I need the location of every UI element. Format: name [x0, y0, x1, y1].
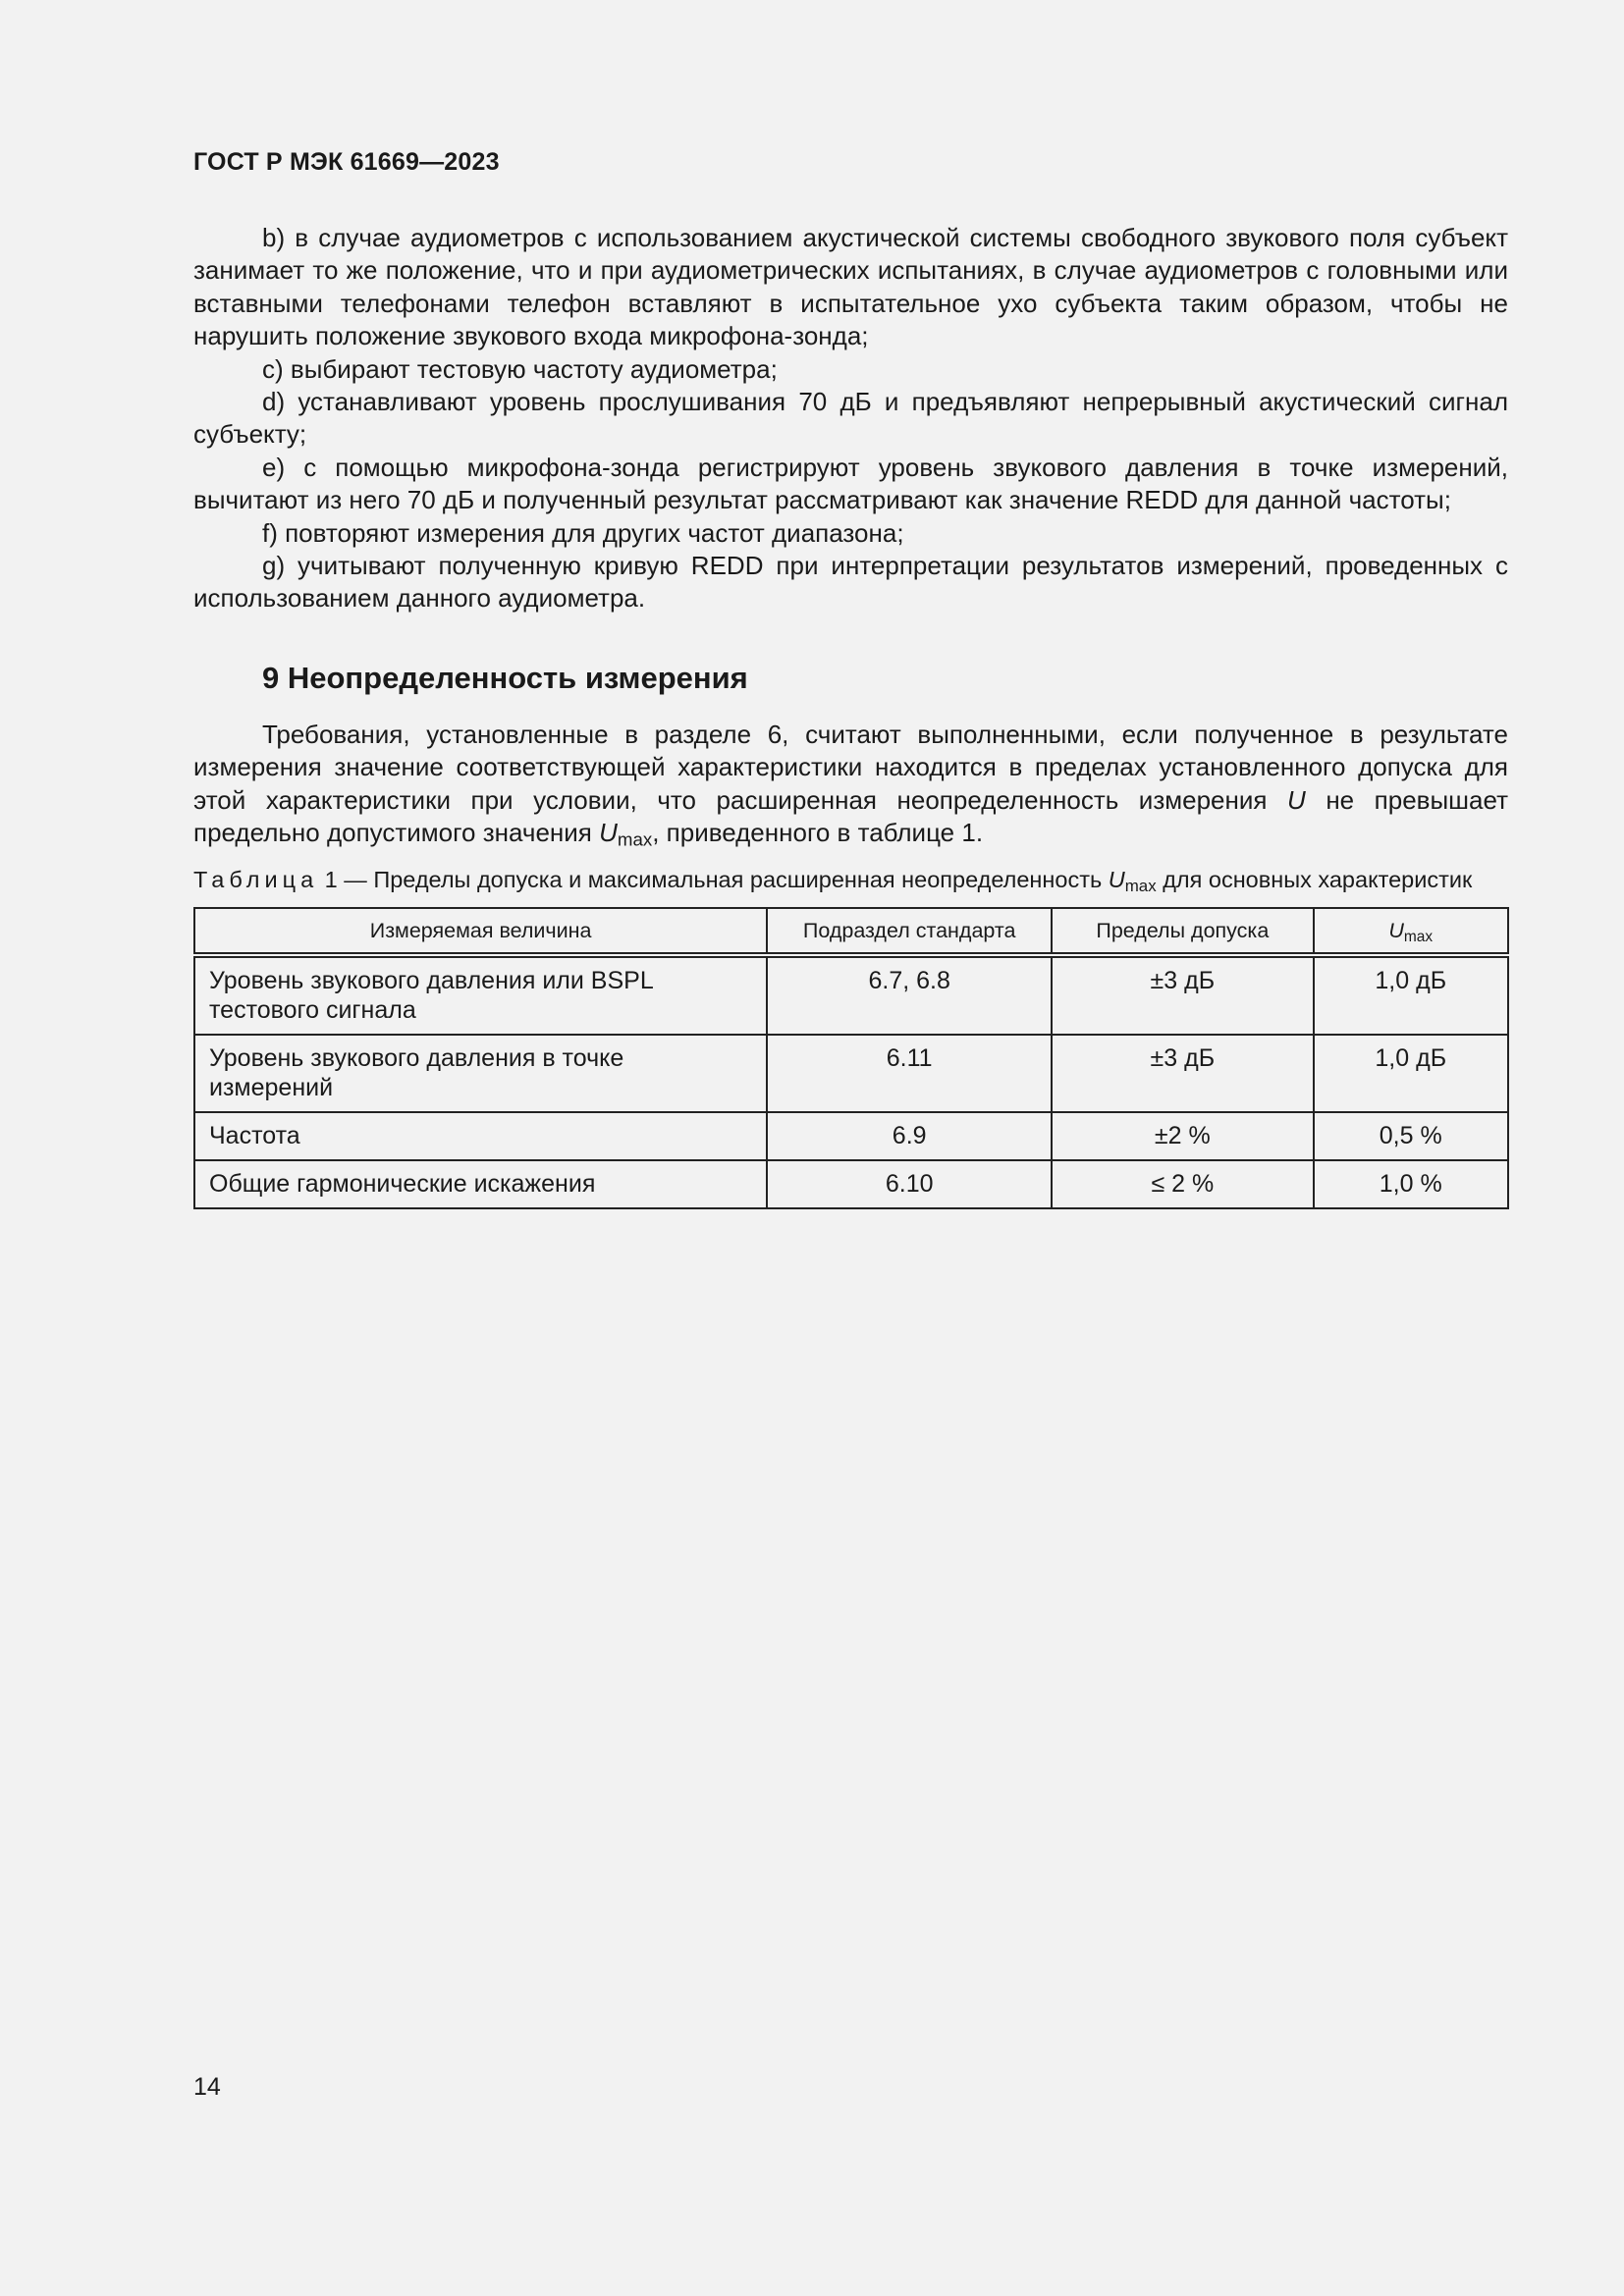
table-caption-label: Таблица	[193, 866, 319, 892]
header-umax	[1314, 908, 1508, 955]
table-header-row	[194, 908, 1508, 955]
cell-subclause: 6.10	[767, 1160, 1052, 1208]
page-content	[193, 222, 1508, 1209]
cell-subclause: 6.7, 6.8	[767, 955, 1052, 1035]
cell-quantity: Уровень звукового давления в точке измерений	[194, 1035, 767, 1112]
header-umax-sub: max	[1403, 928, 1434, 945]
paragraph-text-2: не превышает предельно допустимого значения	[193, 784, 1508, 848]
header-subclause: Подраздел стандарта	[767, 908, 1052, 955]
cell-tolerance: ±3 дБ	[1052, 955, 1313, 1035]
header-umax-symbol: U	[1388, 918, 1404, 942]
list-item-g: g) учитывают полученную кривую REDD при интерпретации результатов измерений, проведенных с использованием данного аудиометра.	[193, 551, 1508, 614]
list-item-e: e) с помощью микрофона-зонда регистрируют уровень звукового давления в точке измерений, вычитают из него 70 дБ и полученный результат рассматривают как значение REDD для данной частоты;	[193, 452, 1508, 515]
cell-umax: 1,0 %	[1314, 1160, 1508, 1208]
table-caption-text: 1 — Пределы допуска и максимальная расширенная неопределенность	[318, 866, 1109, 892]
cell-quantity: Общие гармонические искажения	[194, 1160, 767, 1208]
paragraph-text-3: , приведенного в таблице 1.	[652, 818, 984, 848]
section-title: 9 Неопределенность измерения	[262, 660, 748, 695]
list-item-c: c) выбирают тестовую частоту аудиометра;	[262, 353, 778, 384]
cell-umax: 0,5 %	[1314, 1112, 1508, 1160]
list-item-d: d) устанавливают уровень прослушивания 70 дБ и предъявляют непрерывный акустический сигнал субъекту;	[193, 387, 1508, 450]
cell-quantity: Частота	[194, 1112, 767, 1160]
cell-umax: 1,0 дБ	[1314, 1035, 1508, 1112]
symbol-umax: U	[599, 818, 618, 848]
section-paragraph	[193, 719, 1508, 850]
cell-tolerance: ±3 дБ	[1052, 1035, 1313, 1112]
list-item-f: f) повторяют измерения для других частот диапазона;	[262, 517, 904, 548]
symbol-u: U	[1287, 784, 1306, 815]
cell-tolerance: ±2 %	[1052, 1112, 1313, 1160]
table-caption-text-2: для основных характеристик	[1156, 866, 1473, 892]
paragraph-text-1: Требования, установленные в разделе 6, считают выполненными, если полученное в результате измерения значение соответствующей характеристики находится в пределах установленного допуска для этой характеристики при условии, что расширенная неопределенность измерения	[193, 719, 1508, 815]
cell-subclause: 6.9	[767, 1112, 1052, 1160]
cell-tolerance: ≤ 2 %	[1052, 1160, 1313, 1208]
table-row	[194, 1160, 1508, 1208]
header-quantity: Измеряемая величина	[194, 908, 767, 955]
cell-umax: 1,0 дБ	[1314, 955, 1508, 1035]
table-row	[194, 955, 1508, 1035]
table-caption-sub: max	[1124, 876, 1157, 895]
table-row	[194, 1035, 1508, 1112]
cell-subclause: 6.11	[767, 1035, 1052, 1112]
header-tolerance: Пределы допуска	[1052, 908, 1313, 955]
symbol-umax-sub: max	[617, 828, 653, 850]
page-header: ГОСТ Р МЭК 61669—2023	[193, 148, 500, 176]
table-caption	[193, 866, 1508, 893]
table-caption-symbol: U	[1108, 866, 1125, 892]
table-row	[194, 1112, 1508, 1160]
list-item-b: b) в случае аудиометров с использованием акустической системы свободного звукового поля субъект занимает то же положение, что и при аудиометрических испытаниях, в случае аудиометров с головными или вставными телефонами телефон вставляют в испытательное ухо субъекта таким образом, чтобы не нарушить положение звукового входа микрофона-зонда;	[193, 223, 1508, 351]
page-number: 14	[193, 2073, 221, 2101]
cell-quantity: Уровень звукового давления или BSPL тестового сигнала	[194, 955, 767, 1035]
tolerance-table	[193, 907, 1509, 1209]
